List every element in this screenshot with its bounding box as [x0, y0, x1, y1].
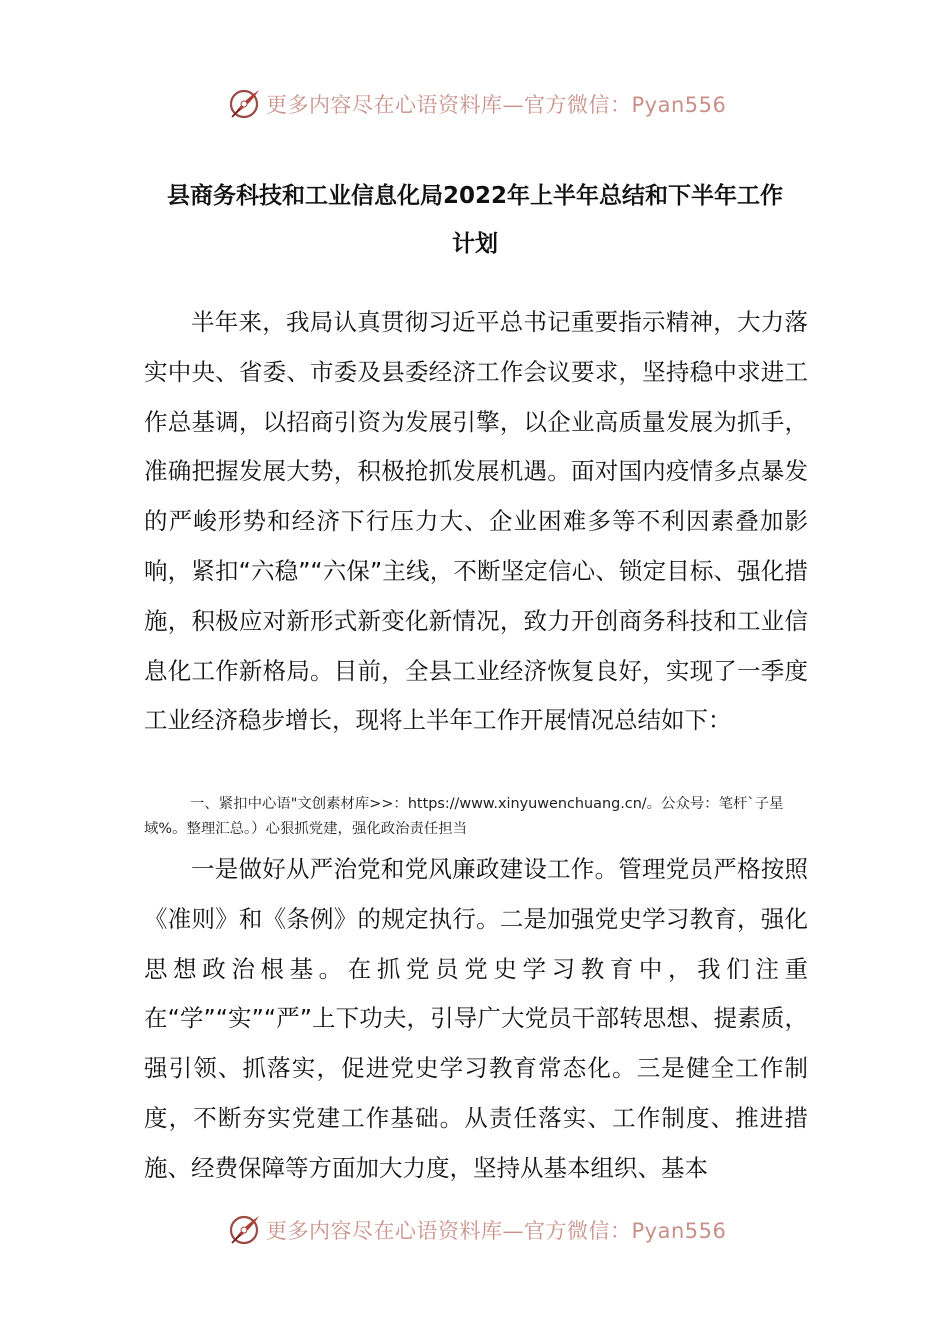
intro-paragraph: 半年来，我局认真贯彻习近平总书记重要指示精神，大力落实中央、省委、市委及县委经济工作会议要求，坚持稳中求进工作总基调，以招商引资为发展引擎，以企业高质量发展为抓手，准确把握发展大势，积极抢抓发展机遇。面对国内疫情多点暴发的严峻形势和经济下行压力大、企业困难多等不利因素叠加影响，紧扣“六稳”“六保”主线，不断坚定信心、锁定目标、强化措施，积极应对新形式新变化新情况，致力开创商务科技和工业信息化工作新格局。目前，全县工业经济恢复良好，实现了一季度工业经济稳步增长，现将上半年工作开展情况总结如下：: [144, 308, 808, 735]
header-watermark-banner: [0, 84, 950, 124]
document-title: [100, 172, 850, 268]
quill-logo-icon: [226, 86, 262, 122]
watermark-text: 更多内容尽在心语资料库—官方微信：Pyan556: [266, 93, 727, 117]
wechat-id: Pyan556: [631, 1219, 727, 1243]
watermark-text: 更多内容尽在心语资料库—官方微信：Pyan556: [266, 1219, 727, 1243]
party-building-paragraph: 一是做好从严治党和党风廉政建设工作。管理党员严格按照《准则》和《条例》的规定执行。二是加强党史学习教育，强化思想政治根基。在抓党员党史学习教育中，我们注重在“学”“实”“严”上下功夫，引导广大党员干部转思想、提素质，强引领、抓落实，促进党史学习教育常态化。三是健全工作制度，不断夯实党建工作基础。从责任落实、工作制度、推进措施、经费保障等方面加大力度，坚持从基本组织、基本: [144, 855, 808, 1182]
wechat-id: Pyan556: [631, 93, 727, 117]
title-line-1: 县商务科技和工业信息化局2022年上半年总结和下半年工作: [166, 183, 783, 209]
footer-watermark-banner: [0, 1210, 950, 1250]
section-heading-small: 一、紧扣中心语"文创素材库>>：https://www.xinyuwenchuang.cn/。公众号：笔杆`子星域%。整理汇总。）心狠抓党建，强化政治责任担当: [144, 796, 784, 837]
title-line-2: 计划: [452, 231, 498, 257]
quill-logo-icon: [226, 1212, 262, 1248]
